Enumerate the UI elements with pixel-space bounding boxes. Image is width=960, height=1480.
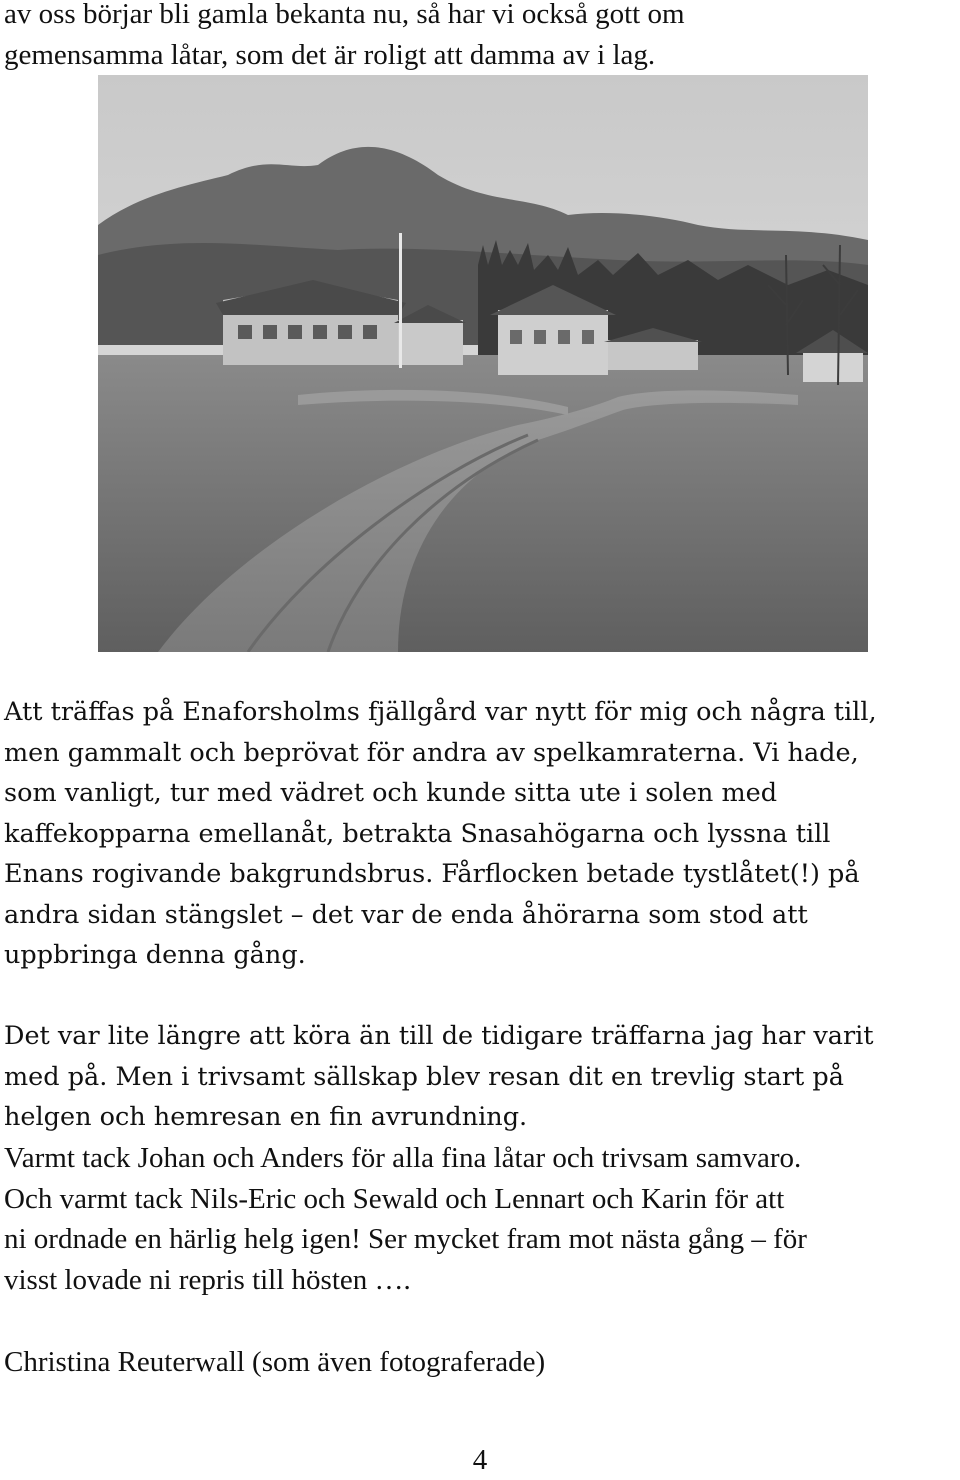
text-line: Det var lite längre att köra än till de tidigare träffarna jag har varit (4, 1021, 874, 1051)
text-line: Varmt tack Johan och Anders för alla fina låtar och trivsam samvaro. (4, 1142, 802, 1174)
text-line: visst lovade ni repris till hösten …. (4, 1263, 411, 1296)
text-line: av oss börjar bli gamla bekanta nu, så har vi också gott om (4, 0, 685, 30)
paragraph-thanks (4, 1138, 960, 1300)
text-line: Att träffas på Enaforsholms fjällgård var nytt för mig och några till, (4, 697, 877, 727)
text-line: ni ordnade en härlig helg igen! Ser mycket fram mot nästa gång – för (4, 1223, 807, 1255)
text-line: som vanligt, tur med vädret och kunde sitta ute i solen med (4, 778, 778, 808)
text-line: helgen och hemresan en fin avrundning. (4, 1102, 528, 1132)
signature-text: Christina Reuterwall (som även fotograferade) (4, 1346, 546, 1378)
intro-paragraph (4, 0, 960, 75)
text-line: med på. Men i trivsamt sällskap blev resan dit en trevlig start på (4, 1061, 844, 1092)
page-number: 4 (472, 1444, 488, 1476)
text-line: andra sidan stängslet – det var de enda åhörarna som stod att (4, 899, 808, 930)
text-line: gemensamma låtar, som det är roligt att damma av i lag. (4, 38, 656, 71)
paragraph-stay (4, 692, 960, 976)
text-line: kaffekopparna emellanåt, betrakta Snasahögarna och lyssna till (4, 818, 831, 849)
text-line: Enans rogivande bakgrundsbrus. Fårflocken betade tystlåtet(!) på (4, 859, 860, 889)
text-line: men gammalt och beprövat för andra av spelkamraterna. Vi hade, (4, 737, 859, 768)
farm-photo (98, 75, 868, 652)
paragraph-travel (4, 1016, 960, 1138)
signature (4, 1342, 960, 1383)
text-line: uppbringa denna gång. (4, 940, 306, 970)
text-line: Och varmt tack Nils-Eric och Sewald och Lennart och Karin för att (4, 1182, 785, 1215)
